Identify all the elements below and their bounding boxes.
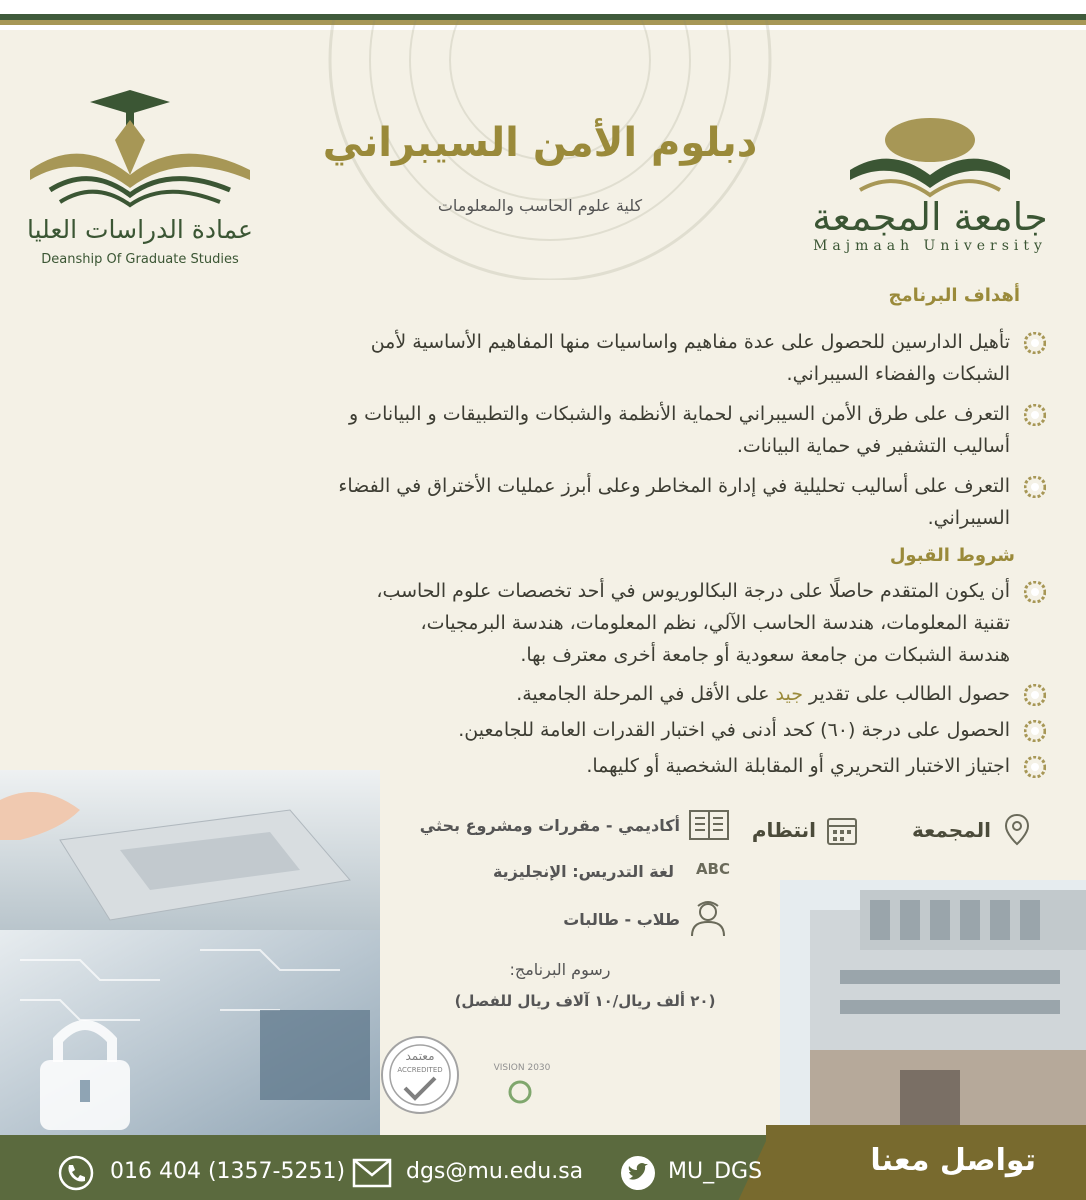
grade-highlight: جيد (775, 683, 803, 705)
vision-text: VISION 2030 (493, 1063, 551, 1073)
type-info (390, 808, 730, 844)
university-emblem-icon (780, 110, 1080, 200)
university-name-en: Majmaah University (813, 238, 1047, 254)
gender-label: طلاب - طالبات (563, 910, 680, 929)
book-pen-icon (20, 80, 260, 210)
page-title: دبلوم الأمن السيبراني (322, 120, 758, 166)
acceptance-heading: شروط القبول (889, 545, 1015, 566)
fees-value: (٢٠ ألف ريال/١٠ آلاف ريال للفصل) (454, 992, 716, 1010)
contact-us-label: تواصل معنا (870, 1143, 1036, 1178)
flower-bullet-icon (1024, 476, 1046, 498)
flower-bullet-icon (1024, 581, 1046, 603)
cybersecurity-photo (0, 770, 380, 1140)
goals-heading: أهداف البرنامج (888, 285, 1020, 306)
location-info (895, 812, 1035, 852)
abc-icon: ABC (695, 860, 730, 878)
mode-label: انتظام (751, 818, 816, 842)
gender-info (500, 900, 730, 940)
mode-info (720, 812, 860, 852)
phone-number[interactable]: 016 404 (1357-5251) (110, 1159, 346, 1184)
map-pin-icon (999, 812, 1035, 848)
flower-bullet-icon (1024, 684, 1046, 706)
university-building-photo (780, 880, 1086, 1130)
goal-item-3: التعرف على أساليب تحليلية في إدارة المخاطر وعلى أبرز عمليات الأختراق في الفضاء السيبراني. (60, 470, 1010, 534)
calendar-icon (824, 812, 860, 848)
location-label: المجمعة (911, 818, 991, 842)
flower-bullet-icon (1024, 720, 1046, 742)
acceptance-item-2: حصول الطالب على تقدير جيد على الأقل في المرحلة الجامعية. (60, 678, 1010, 710)
email-icon (352, 1157, 392, 1189)
goal-item-2: التعرف على طرق الأمن السيبراني لحماية الأنظمة والشبكات والتطبيقات و البيانات و أساليب التشفير في حماية البيانات. (60, 398, 1010, 462)
page-subtitle: كلية علوم الحاسب والمعلومات (437, 196, 643, 215)
open-book-icon (688, 808, 730, 842)
language-label: لغة التدريس: الإنجليزية (492, 862, 674, 881)
email-address[interactable]: dgs@mu.edu.sa (406, 1159, 584, 1184)
acceptance-item-4: اجتياز الاختبار التحريري أو المقابلة الشخصية أو كليهما. (60, 750, 1010, 782)
type-label: أكاديمي - مقررات ومشروع بحثي (419, 816, 680, 835)
flower-bullet-icon (1024, 756, 1046, 778)
accreditation-badges (380, 1020, 570, 1130)
goal-item-1: تأهيل الدارسين للحصول على عدة مفاهيم واساسيات منها المفاهيم الأساسية لأمن الشبكات والفضاء السيبراني. (60, 326, 1010, 390)
deanship-logo (20, 80, 260, 270)
twitter-icon (620, 1155, 656, 1191)
deanship-name-ar: عمادة الدراسات العليا (27, 215, 253, 244)
deanship-name-en: Deanship Of Graduate Studies (41, 252, 239, 267)
students-icon (686, 900, 730, 938)
flower-bullet-icon (1024, 404, 1046, 426)
university-name-ar: جامعة المجمعة (812, 195, 1048, 239)
footer (0, 1135, 1086, 1200)
acceptance-item-3: الحصول على درجة (٦٠) كحد أدنى في اختبار القدرات العامة للجامعين. (60, 714, 1010, 746)
acceptance-item-1: أن يكون المتقدم حاصلًا على درجة البكالوريوس في أحد تخصصات علوم الحاسب، تقنية المعلومات، هندسة الحاسب الآلي، نظم المعلومات، هندسة البرمجيات، هندسة الشبكات من جامعة سعودية أو جامعة أخرى معترف بها. (60, 575, 1010, 671)
phone-icon (58, 1155, 94, 1191)
flower-bullet-icon (1024, 332, 1046, 354)
accredited-ar-text: معتمد (405, 1049, 435, 1063)
language-info (440, 858, 730, 888)
fees-heading: رسوم البرنامج: (509, 960, 611, 979)
university-logo (780, 110, 1080, 270)
twitter-handle[interactable]: MU_DGS (668, 1159, 763, 1184)
accredited-en-text: ACCREDITED (397, 1066, 443, 1074)
